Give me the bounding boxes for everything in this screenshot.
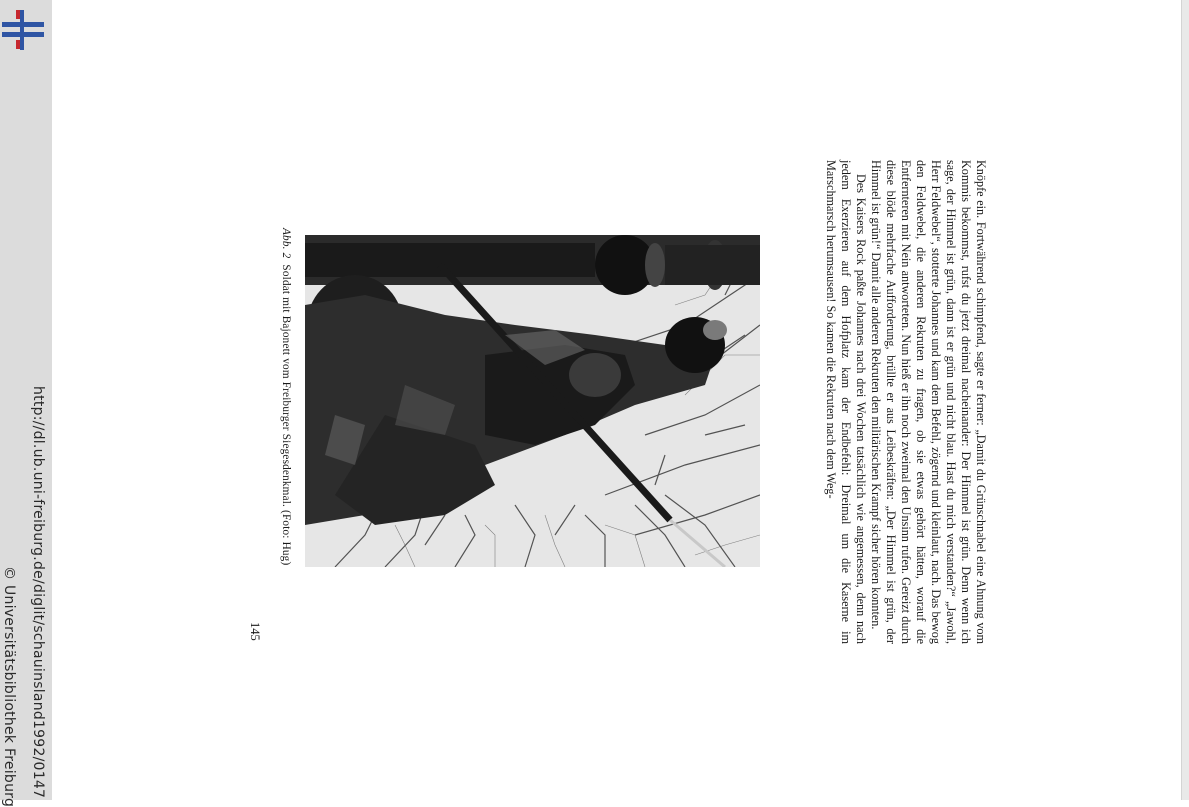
figure-label: Abb. 2 bbox=[280, 228, 292, 259]
soldier-statue-photo bbox=[305, 235, 760, 567]
logo-blue-bar-top bbox=[2, 22, 20, 27]
paragraph-2: Des Kaisers Rock paßte Johannes nach drei Wochen tatsächlich wie angemessen, denn nach jedem Exerzieren auf dem Hofplatz kam der Endbefehl: Dreimal um die Kaserne im Marschmarsch herumsausen! So kamen die Rekruten nach dem Weg- bbox=[823, 160, 868, 644]
figure-caption-text: Soldat mit Bajonett vom Freiburger Siegesdenkmal. (Foto: Hug) bbox=[280, 264, 292, 566]
logo-red-bottom bbox=[16, 40, 20, 49]
logo-red-top bbox=[16, 10, 20, 19]
paragraph-1: Knöpfe ein. Fortwährend schimpfend, sagte er ferner: „Damit du Grünschnabel eine Ahnung vom Kommis bekommst, rufst du jetzt dreimal nacheinander: Der Himmel ist grün. Denn wenn ich sage, der Himmel ist grün, dann ist er grün und nicht blau. Hast du mich verstanden?“ „Jawohl, Herr Feldwebel“, stotterte Johannes und kam dem Befehl, zögernd und kleinlaut, nach. Das bewog den Feldwebel, die anderen Rekruten zu fragen, ob sie etwas gehört hätten, worauf die Entfernteren mit Nein antworteten. Nun hieß er ihn noch zweimal den Unsinn rufen. Gereizt durch diese blöde mehrfache Aufforderung, brüllte er aus Leibeskräften: „Der Himmel ist grün, der Himmel ist grün!“ Damit alle anderen Rekruten den militärischen Krampf sicher hören konnten. bbox=[868, 160, 988, 644]
page-number: 145 bbox=[248, 622, 262, 641]
body-text bbox=[822, 160, 988, 644]
archive-sidebar bbox=[0, 0, 52, 807]
copyright-notice: © Universitätsbibliothek Freiburg bbox=[1, 566, 17, 807]
photo-illustration bbox=[305, 235, 760, 567]
document-url[interactable]: http://dl.ub.uni-freiburg.de/diglit/schauinsland1992/0147 bbox=[30, 386, 46, 799]
university-library-logo bbox=[2, 10, 44, 50]
logo-blue-bar-right bbox=[24, 22, 44, 27]
viewer-right-edge bbox=[1181, 0, 1189, 800]
figure-caption bbox=[280, 228, 292, 565]
logo-blue-stem bbox=[20, 10, 24, 50]
